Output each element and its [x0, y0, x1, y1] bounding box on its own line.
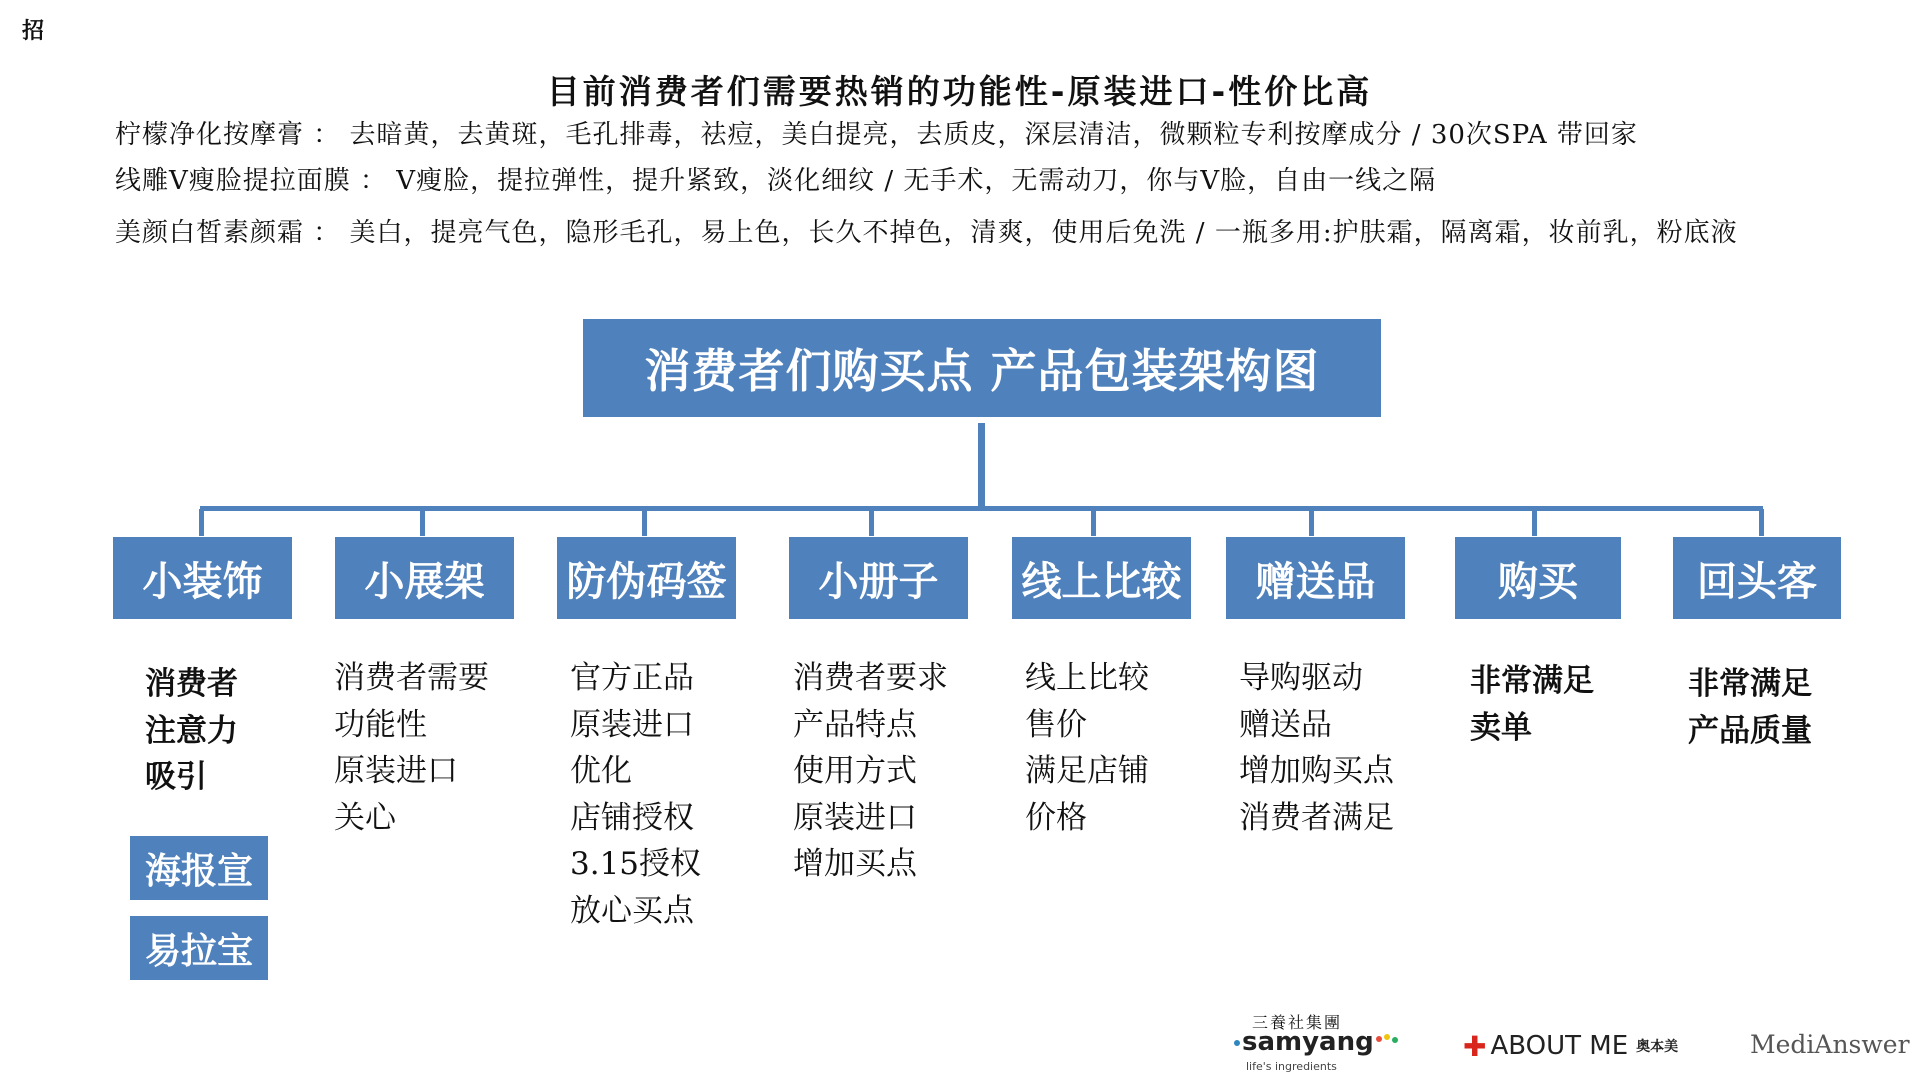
branch-connector [199, 509, 204, 536]
detail-line: 消费者满足 [1239, 799, 1394, 836]
trunk-connector [978, 423, 985, 509]
detail-list-display-stand [334, 655, 489, 841]
detail-list-repeat-customer [1688, 661, 1812, 754]
detail-line: 使用方式 [793, 753, 917, 789]
detail-line: 非常满足 [1470, 663, 1594, 699]
detail-list-anti-counterfeit-label [570, 655, 701, 934]
category-box-decoration: 小装饰 [113, 537, 292, 619]
detail-line: 非常满足 [1688, 666, 1812, 702]
detail-line: 增加买点 [793, 846, 917, 882]
samyang-dot-icon [1234, 1040, 1240, 1046]
aboutme-cn: 奥本美 [1636, 1039, 1679, 1055]
category-box-online-comparison: 线上比较 [1012, 537, 1191, 619]
category-box-display-stand: 小展架 [335, 537, 514, 619]
detail-line: 店铺授权 [570, 799, 694, 836]
detail-line: 满足店铺 [1025, 753, 1149, 789]
detail-line: 售价 [1025, 706, 1087, 743]
category-box-anti-counterfeit-label: 防伪码签 [557, 537, 736, 619]
samyang-tagline: life's ingredients [1246, 1060, 1337, 1073]
samyang-logo [1232, 1010, 1412, 1076]
samyang-dot-icon [1384, 1034, 1390, 1040]
detail-line: 消费者要求 [793, 660, 948, 696]
branch-connector [420, 509, 425, 536]
samyang-logo-wordmark: samyang [1242, 1027, 1374, 1057]
category-box-purchase: 购买 [1455, 537, 1621, 619]
detail-line: 原装进口 [570, 706, 694, 743]
detail-list-booklet [793, 655, 948, 888]
branch-connector [869, 509, 874, 536]
detail-list-purchase [1470, 658, 1594, 751]
diagram-title: 消费者们购买点 产品包装架构图 [583, 319, 1381, 417]
detail-line: 3.15授权 [570, 846, 702, 882]
tag-poster: 海报宣 [130, 836, 268, 900]
detail-line: 消费者需要 [334, 660, 489, 696]
horizontal-connector [200, 506, 1763, 511]
detail-list-online-comparison [1025, 655, 1149, 841]
branch-connector [1759, 509, 1764, 536]
detail-line: 卖单 [1470, 709, 1532, 746]
branch-connector [642, 509, 647, 536]
detail-line: 赠送品 [1239, 706, 1332, 743]
samyang-logo-cn: 三養社集團 [1252, 1013, 1343, 1032]
detail-line: 关心 [334, 799, 396, 836]
detail-list-gift [1239, 655, 1394, 841]
aboutme-wordmark: ABOUT ME [1490, 1031, 1629, 1061]
aboutme-logo [1463, 1026, 1678, 1066]
product-description-1: 柠檬净化按摩膏 ： 去暗黄，去黄斑，毛孔排毒，祛痘，美白提亮，去质皮，深层清洁，微颗粒专利按摩成分 / 30次SPA 带回家 [115, 120, 1638, 150]
detail-line: 线上比较 [1025, 660, 1149, 696]
category-box-repeat-customer: 回头客 [1673, 537, 1841, 619]
branch-connector [1532, 509, 1537, 536]
detail-line: 价格 [1025, 799, 1087, 836]
detail-line: 产品质量 [1688, 712, 1812, 749]
branch-connector [1091, 509, 1096, 536]
category-box-gift: 赠送品 [1226, 537, 1405, 619]
branch-connector [1309, 509, 1314, 536]
mediAnswer-logo: MediAnswer [1750, 1030, 1910, 1059]
detail-line: 原装进口 [334, 753, 458, 789]
headline: 目前消费者们需要热销的功能性-原装进口-性价比高 [546, 72, 1373, 111]
detail-line: 产品特点 [793, 706, 917, 743]
samyang-dot-icon [1376, 1036, 1382, 1042]
tag-roll-up-banner: 易拉宝 [130, 916, 268, 980]
category-box-booklet: 小册子 [789, 537, 968, 619]
product-description-3: 美颜白皙素颜霜 ： 美白，提亮气色，隐形毛孔，易上色，长久不掉色，清爽，使用后免洗 / 一瓶多用:护肤霜，隔离霜，妆前乳，粉底液 [115, 218, 1738, 248]
detail-line: 官方正品 [570, 660, 694, 696]
detail-line: 注意力 [145, 712, 238, 749]
detail-list-decoration [145, 661, 238, 801]
detail-line: 增加购买点 [1239, 753, 1394, 789]
detail-line: 消费者 [145, 666, 238, 702]
corner-mark: 招 [22, 18, 45, 44]
samyang-dot-icon [1392, 1037, 1398, 1043]
red-cross-icon: ✚ [1463, 1029, 1487, 1063]
detail-line: 导购驱动 [1239, 660, 1363, 696]
product-description-2: 线雕V瘦脸提拉面膜 ： V瘦脸，提拉弹性，提升紧致，淡化细纹 / 无手术，无需动刀，你与V脸，自由一线之隔 [115, 166, 1437, 196]
detail-line: 放心买点 [570, 892, 694, 929]
detail-line: 吸引 [145, 759, 207, 795]
detail-line: 优化 [570, 753, 632, 789]
detail-line: 原装进口 [793, 799, 917, 836]
detail-line: 功能性 [334, 706, 427, 743]
